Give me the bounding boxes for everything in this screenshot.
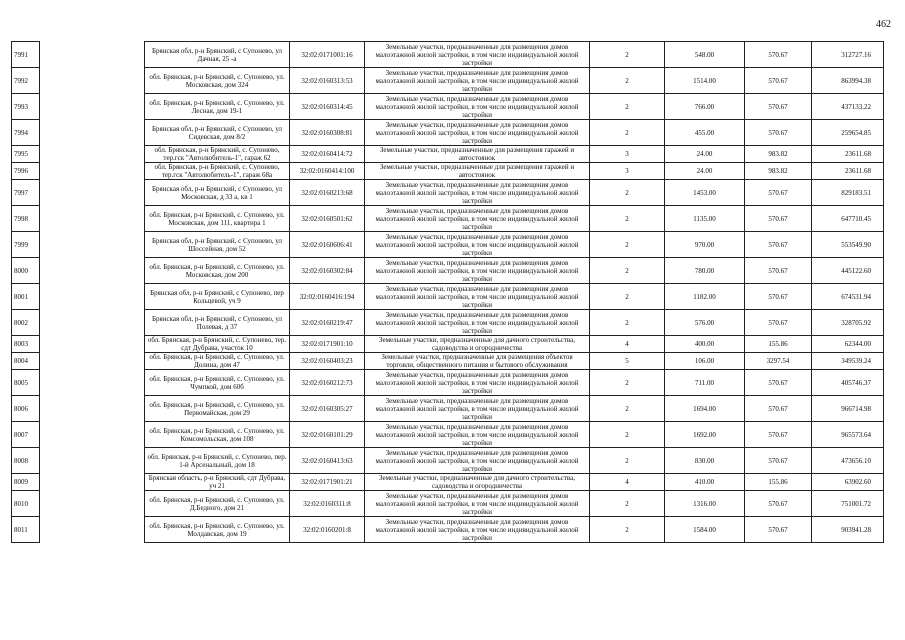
- area-cell: 780.00: [665, 258, 745, 284]
- address-cell: обл. Брянская, р-н Брянский, с. Супонево, пер. 1-й Арсенальный, дом 18: [145, 448, 290, 474]
- row-number: 7992: [12, 68, 40, 94]
- group-cell: 2: [590, 120, 665, 146]
- address-cell: обл. Брянская, р-н Брянский, с. Супонево, ул. Долина, дом 47: [145, 353, 290, 370]
- cadastral-number-cell: 32:02:0160302:84: [290, 258, 365, 284]
- address-cell: обл. Брянская, р-н Брянский, с. Супонево, ул. Д.Бедного, дом 21: [145, 491, 290, 517]
- area-cell: 548.00: [665, 42, 745, 68]
- spacer-cell: [40, 336, 145, 353]
- rate-cell: 570.67: [745, 448, 812, 474]
- row-number: 8011: [12, 517, 40, 543]
- area-cell: 106.00: [665, 353, 745, 370]
- address-cell: обл. Брянская, р-н Брянский, с. Супонево, ул. Первомайская, дом 29: [145, 396, 290, 422]
- cadastral-value-cell: 349539.24: [812, 353, 884, 370]
- cadastral-value-cell: 437133.22: [812, 94, 884, 120]
- table-row: [12, 206, 884, 232]
- spacer-cell: [40, 258, 145, 284]
- area-cell: 1135.00: [665, 206, 745, 232]
- group-cell: 2: [590, 448, 665, 474]
- area-cell: 1453.00: [665, 180, 745, 206]
- cadastral-number-cell: 32:02:0160501:62: [290, 206, 365, 232]
- group-cell: 2: [590, 258, 665, 284]
- area-cell: 1182.00: [665, 284, 745, 310]
- cadastral-number-cell: 32:02:0160201:8: [290, 517, 365, 543]
- cadastral-number-cell: 32:02:0160414:100: [290, 163, 365, 180]
- rate-cell: 570.67: [745, 42, 812, 68]
- land-use-cell: Земельные участки, предназначенные для размещения объектов торговли, общественного питания и бытового обслуживания: [365, 353, 590, 370]
- rate-cell: 570.67: [745, 310, 812, 336]
- area-cell: 711.00: [665, 370, 745, 396]
- land-use-cell: Земельные участки, предназначенные для размещения домов малоэтажной жилой застройки, в том числе индивидуальной жилой застройки: [365, 68, 590, 94]
- cadastral-value-cell: 674531.94: [812, 284, 884, 310]
- cadastral-value-cell: 23611.68: [812, 163, 884, 180]
- spacer-cell: [40, 422, 145, 448]
- group-cell: 2: [590, 284, 665, 310]
- group-cell: 2: [590, 42, 665, 68]
- cadastral-number-cell: 32:02:0160219:47: [290, 310, 365, 336]
- cadastral-value-cell: 62344.00: [812, 336, 884, 353]
- area-cell: 400.00: [665, 336, 745, 353]
- group-cell: 2: [590, 422, 665, 448]
- area-cell: 1692.00: [665, 422, 745, 448]
- address-cell: обл. Брянская, р-н Брянский, с. Супонево, ул. Чумпкой, дом 60б: [145, 370, 290, 396]
- land-use-cell: Земельные участки, предназначенные для размещения домов малоэтажной жилой застройки, в том числе индивидуальной жилой застройки: [365, 180, 590, 206]
- spacer-cell: [40, 370, 145, 396]
- cadastral-number-cell: 32:02:0160414:72: [290, 146, 365, 163]
- row-number: 8003: [12, 336, 40, 353]
- row-number: 7997: [12, 180, 40, 206]
- address-cell: Брянская обл, р-н Брянский, с Супонево, ул Московская, д 33 а, кв 1: [145, 180, 290, 206]
- area-cell: 1584.00: [665, 517, 745, 543]
- group-cell: 2: [590, 310, 665, 336]
- land-use-cell: Земельные участки, предназначенные для размещения домов малоэтажной жилой застройки, в том числе индивидуальной жилой застройки: [365, 94, 590, 120]
- row-number: 7999: [12, 232, 40, 258]
- cadastral-number-cell: 32:02:0171901:10: [290, 336, 365, 353]
- row-number: 7991: [12, 42, 40, 68]
- cadastral-value-cell: 647710.45: [812, 206, 884, 232]
- land-use-cell: Земельные участки, предназначенные для размещения домов малоэтажной жилой застройки, в том числе индивидуальной жилой застройки: [365, 284, 590, 310]
- address-cell: Брянская обл, р-н Брянский, с Супонево, ул Полевая, д 37: [145, 310, 290, 336]
- spacer-cell: [40, 448, 145, 474]
- cadastral-value-cell: 903941.28: [812, 517, 884, 543]
- spacer-cell: [40, 94, 145, 120]
- spacer-cell: [40, 120, 145, 146]
- land-use-cell: Земельные участки, предназначенные для размещения домов малоэтажной жилой застройки, в том числе индивидуальной жилой застройки: [365, 120, 590, 146]
- land-use-cell: Земельные участки, предназначенные для размещения гаражей и автостоянок: [365, 146, 590, 163]
- address-cell: Брянская обл, р-н Брянский, с Супонево, ул Дачная, 25 -а: [145, 42, 290, 68]
- group-cell: 2: [590, 370, 665, 396]
- table-row: [12, 146, 884, 163]
- land-use-cell: Земельные участки, предназначенные для размещения домов малоэтажной жилой застройки, в том числе индивидуальной жилой застройки: [365, 370, 590, 396]
- row-number: 8004: [12, 353, 40, 370]
- address-cell: обл. Брянская, р-н Брянский, с. Супонево, тер.гск "Автолюбитель-1", гараж 62: [145, 146, 290, 163]
- row-number: 8010: [12, 491, 40, 517]
- group-cell: 4: [590, 336, 665, 353]
- group-cell: 2: [590, 94, 665, 120]
- land-use-cell: Земельные участки, предназначенные для размещения домов малоэтажной жилой застройки, в том числе индивидуальной жилой застройки: [365, 42, 590, 68]
- address-cell: Брянская обл, р-н Брянский, с Супонево, ул Шоссейная, дом 52: [145, 232, 290, 258]
- table-row: [12, 474, 884, 491]
- cadastral-value-cell: 259654.85: [812, 120, 884, 146]
- spacer-cell: [40, 163, 145, 180]
- rate-cell: 570.67: [745, 68, 812, 94]
- spacer-cell: [40, 232, 145, 258]
- address-cell: обл. Брянская, р-н Брянский, с. Супонево, ул. Комсомольская, дом 108: [145, 422, 290, 448]
- table-row: [12, 120, 884, 146]
- group-cell: 2: [590, 232, 665, 258]
- cadastral-number-cell: 32:02:0160416:194: [290, 284, 365, 310]
- spacer-cell: [40, 517, 145, 543]
- row-number: 8007: [12, 422, 40, 448]
- cadastral-value-cell: 965573.64: [812, 422, 884, 448]
- rate-cell: 570.67: [745, 491, 812, 517]
- area-cell: 766.00: [665, 94, 745, 120]
- cadastral-number-cell: 32:02:0160305:27: [290, 396, 365, 422]
- cadastral-number-cell: 32:02:0160313:53: [290, 68, 365, 94]
- area-cell: 24.00: [665, 146, 745, 163]
- rate-cell: 570.67: [745, 517, 812, 543]
- cadastral-number-cell: 32:02:0160403:23: [290, 353, 365, 370]
- cadastral-number-cell: 32:02:0160606:41: [290, 232, 365, 258]
- group-cell: 2: [590, 517, 665, 543]
- table-row: [12, 491, 884, 517]
- land-registry-table: [11, 41, 884, 543]
- land-use-cell: Земельные участки, предназначенные для размещения домов малоэтажной жилой застройки, в том числе индивидуальной жилой застройки: [365, 422, 590, 448]
- cadastral-number-cell: 32:02:0160413:63: [290, 448, 365, 474]
- table-row: [12, 180, 884, 206]
- spacer-cell: [40, 68, 145, 94]
- table-row: [12, 258, 884, 284]
- address-cell: обл. Брянская, р-н Брянский, с. Супонево, тер. сдт Дубрава, участок 10: [145, 336, 290, 353]
- area-cell: 1514.00: [665, 68, 745, 94]
- rate-cell: 3297.54: [745, 353, 812, 370]
- group-cell: 2: [590, 206, 665, 232]
- address-cell: обл. Брянская, р-н Брянский, с. Супонево, ул. Московская, дом 324: [145, 68, 290, 94]
- cadastral-number-cell: 32:02:0160308:81: [290, 120, 365, 146]
- area-cell: 455.00: [665, 120, 745, 146]
- rate-cell: 570.67: [745, 94, 812, 120]
- row-number: 8002: [12, 310, 40, 336]
- group-cell: 3: [590, 163, 665, 180]
- rate-cell: 570.67: [745, 370, 812, 396]
- address-cell: Брянская обл, р-н Брянский, с Супонево, пер Кольцевой, уч 9: [145, 284, 290, 310]
- address-cell: обл. Брянская, р-н Брянский, с. Супонево, тер.гск "Автолюбитель-1", гараж 68а: [145, 163, 290, 180]
- table-row: [12, 422, 884, 448]
- land-use-cell: Земельные участки, предназначенные для размещения домов малоэтажной жилой застройки, в том числе индивидуальной жилой застройки: [365, 206, 590, 232]
- spacer-cell: [40, 284, 145, 310]
- spacer-cell: [40, 310, 145, 336]
- spacer-cell: [40, 180, 145, 206]
- table-row: [12, 336, 884, 353]
- rate-cell: 570.67: [745, 206, 812, 232]
- table-row: [12, 370, 884, 396]
- cadastral-value-cell: 23611.68: [812, 146, 884, 163]
- rate-cell: 155.86: [745, 474, 812, 491]
- cadastral-value-cell: 405746.37: [812, 370, 884, 396]
- row-number: 7994: [12, 120, 40, 146]
- cadastral-number-cell: 32:02:0160311:8: [290, 491, 365, 517]
- rate-cell: 570.67: [745, 180, 812, 206]
- cadastral-value-cell: 966714.98: [812, 396, 884, 422]
- land-use-cell: Земельные участки, предназначенные для размещения домов малоэтажной жилой застройки, в том числе индивидуальной жилой застройки: [365, 491, 590, 517]
- cadastral-value-cell: 445122.60: [812, 258, 884, 284]
- cadastral-value-cell: 553549.90: [812, 232, 884, 258]
- land-use-cell: Земельные участки, предназначенные для размещения домов малоэтажной жилой застройки, в том числе индивидуальной жилой застройки: [365, 232, 590, 258]
- row-number: 8006: [12, 396, 40, 422]
- table-row: [12, 448, 884, 474]
- cadastral-value-cell: 473656.10: [812, 448, 884, 474]
- land-use-cell: Земельные участки, предназначенные для размещения домов малоэтажной жилой застройки, в том числе индивидуальной жилой застройки: [365, 517, 590, 543]
- page-number: 462: [876, 19, 891, 30]
- rate-cell: 570.67: [745, 396, 812, 422]
- group-cell: 4: [590, 474, 665, 491]
- table-row: [12, 396, 884, 422]
- area-cell: 970.00: [665, 232, 745, 258]
- row-number: 8009: [12, 474, 40, 491]
- cadastral-value-cell: 63902.60: [812, 474, 884, 491]
- rate-cell: 983.82: [745, 163, 812, 180]
- table-row: [12, 353, 884, 370]
- land-use-cell: Земельные участки, предназначенные для дачного строительства, садоводства и огородничества: [365, 474, 590, 491]
- address-cell: Брянская область, р-н Брянский, сдт Дубрава, уч 21: [145, 474, 290, 491]
- row-number: 8001: [12, 284, 40, 310]
- rate-cell: 570.67: [745, 258, 812, 284]
- area-cell: 830.00: [665, 448, 745, 474]
- cadastral-number-cell: 32:02:0171001:16: [290, 42, 365, 68]
- spacer-cell: [40, 353, 145, 370]
- address-cell: обл. Брянская, р-н Брянский, с. Супонево, ул. Московская, дом 111, квартира 1: [145, 206, 290, 232]
- rate-cell: 570.67: [745, 422, 812, 448]
- row-number: 8000: [12, 258, 40, 284]
- cadastral-value-cell: 751001.72: [812, 491, 884, 517]
- area-cell: 576.00: [665, 310, 745, 336]
- table-row: [12, 94, 884, 120]
- group-cell: 2: [590, 491, 665, 517]
- area-cell: 1316.00: [665, 491, 745, 517]
- group-cell: 5: [590, 353, 665, 370]
- spacer-cell: [40, 42, 145, 68]
- table-row: [12, 232, 884, 258]
- row-number: 8005: [12, 370, 40, 396]
- rate-cell: 983.82: [745, 146, 812, 163]
- rate-cell: 570.67: [745, 232, 812, 258]
- table-row: [12, 310, 884, 336]
- address-cell: Брянская обл, р-н Брянский, с Супонево, ул Сидевская, дом 8/2: [145, 120, 290, 146]
- table-row: [12, 163, 884, 180]
- address-cell: обл. Брянская, р-н Брянский, с. Супонево, ул. Московская, дом 200: [145, 258, 290, 284]
- cadastral-value-cell: 829183.51: [812, 180, 884, 206]
- land-use-cell: Земельные участки, предназначенные для размещения домов малоэтажной жилой застройки, в том числе индивидуальной жилой застройки: [365, 310, 590, 336]
- row-number: 7996: [12, 163, 40, 180]
- cadastral-number-cell: 32:02:0171901:21: [290, 474, 365, 491]
- row-number: 7993: [12, 94, 40, 120]
- spacer-cell: [40, 491, 145, 517]
- rate-cell: 570.67: [745, 284, 812, 310]
- area-cell: 1694.00: [665, 396, 745, 422]
- spacer-cell: [40, 396, 145, 422]
- address-cell: обл. Брянская, р-н Брянский, с. Супонево, ул. Лесная, дом 19-1: [145, 94, 290, 120]
- group-cell: 2: [590, 68, 665, 94]
- table-row: [12, 42, 884, 68]
- row-number: 7998: [12, 206, 40, 232]
- cadastral-number-cell: 32:02:0160314:45: [290, 94, 365, 120]
- cadastral-number-cell: 32:02:0160212:73: [290, 370, 365, 396]
- group-cell: 2: [590, 180, 665, 206]
- spacer-cell: [40, 146, 145, 163]
- spacer-cell: [40, 474, 145, 491]
- table-row: [12, 284, 884, 310]
- cadastral-value-cell: 863994.38: [812, 68, 884, 94]
- land-use-cell: Земельные участки, предназначенные для размещения гаражей и автостоянок: [365, 163, 590, 180]
- rate-cell: 570.67: [745, 120, 812, 146]
- area-cell: 24.00: [665, 163, 745, 180]
- table-row: [12, 68, 884, 94]
- table-row: [12, 517, 884, 543]
- land-use-cell: Земельные участки, предназначенные для размещения домов малоэтажной жилой застройки, в том числе индивидуальной жилой застройки: [365, 396, 590, 422]
- land-use-cell: Земельные участки, предназначенные для размещения домов малоэтажной жилой застройки, в том числе индивидуальной жилой застройки: [365, 258, 590, 284]
- cadastral-value-cell: 328705.92: [812, 310, 884, 336]
- row-number: 7995: [12, 146, 40, 163]
- cadastral-number-cell: 32:02:0160101:29: [290, 422, 365, 448]
- cadastral-number-cell: 32:02:0160213:68: [290, 180, 365, 206]
- address-cell: обл. Брянская, р-н Брянский, с. Супонево, ул. Молдавская, дом 19: [145, 517, 290, 543]
- row-number: 8008: [12, 448, 40, 474]
- spacer-cell: [40, 206, 145, 232]
- land-use-cell: Земельные участки, предназначенные для дачного строительства, садоводства и огородничества: [365, 336, 590, 353]
- cadastral-value-cell: 312727.16: [812, 42, 884, 68]
- group-cell: 2: [590, 396, 665, 422]
- area-cell: 410.00: [665, 474, 745, 491]
- rate-cell: 155.86: [745, 336, 812, 353]
- group-cell: 3: [590, 146, 665, 163]
- land-use-cell: Земельные участки, предназначенные для размещения домов малоэтажной жилой застройки, в том числе индивидуальной жилой застройки: [365, 448, 590, 474]
